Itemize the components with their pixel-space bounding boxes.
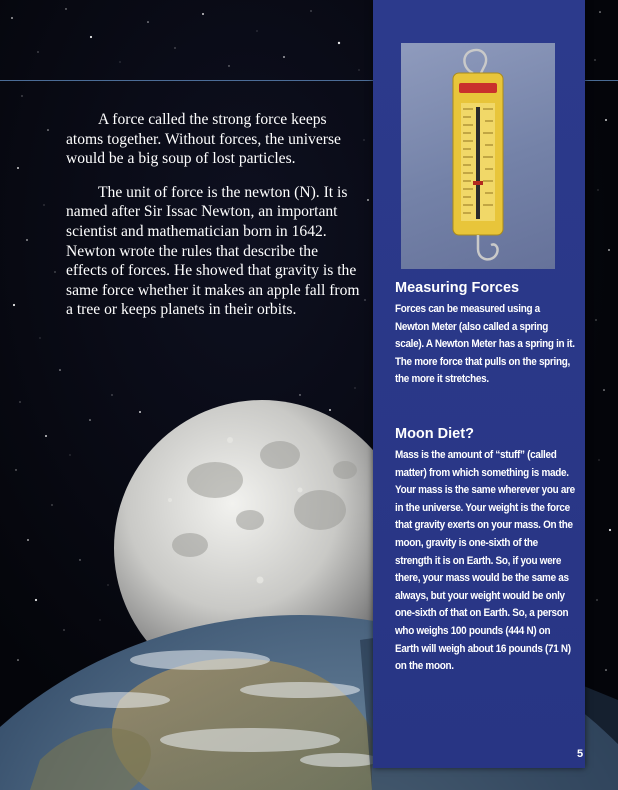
- sidebar-panel: [373, 0, 585, 768]
- moon-diet-text: Mass is the amount of “stuff” (called matter) from which something is made. Your mass is the same wherever you are in the universe. Your weight is the force that gravity exerts on your mass. On the moon, gravity is one-sixth of the strength it is on Earth. So, if you were there, your mass would be the same as always, but your weight would be only one-sixth of that on Earth. So, a person who weighs 100 pounds (444 N) on Earth will weigh about 16 pounds (71 N) on the moon.: [395, 449, 575, 673]
- spring-scale-icon: [401, 43, 555, 269]
- measuring-forces-heading: Measuring Forces: [395, 280, 520, 296]
- newton-term: newton: [244, 183, 291, 201]
- measuring-forces-text: Forces can be measured using a Newton Meter (also called a spring scale). A Newton Meter has a spring in it. The more force that pulls on the spring, the more it stretches.: [395, 303, 575, 386]
- newton-meter-photo: [401, 43, 555, 269]
- paragraph-newton-intro: The unit of force is the: [98, 183, 245, 201]
- paragraph-strong-force: A force called the strong force keeps atoms together. Without forces, the universe would be a big soup of lost particles.: [66, 111, 341, 168]
- page-number: 5: [577, 748, 584, 760]
- moon-diet-heading: Moon Diet?: [395, 426, 474, 442]
- paragraph-newton-rest: (N). It is named after Sir Issac Newton, an important scientist and mathematician born in 1642. Newton wrote the rules that describe the effects of forces. He showed that gravity is the same force whether it makes an apple fall from a tree or keeps planets in their orbits.: [66, 183, 360, 319]
- main-text-block: [66, 110, 362, 334]
- paragraph-newton-unit: [66, 183, 362, 320]
